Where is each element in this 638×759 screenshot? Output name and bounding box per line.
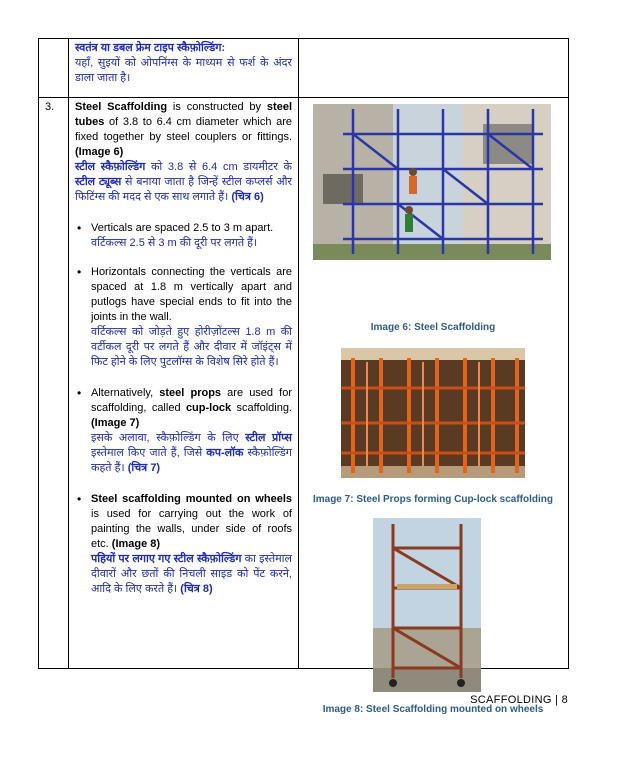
- image-7-cup-lock-scaffolding: [341, 348, 525, 478]
- intro-hindi: [75, 160, 292, 205]
- hindi-title: स्वतंत्र या डबल फ्रेम टाइप स्कैफ़ोल्डिंग:: [75, 42, 226, 54]
- text-span: इसके अलावा, स्कैफ़ोल्डिंग के लिए: [91, 432, 246, 444]
- footer-label: SCAFFOLDING: [470, 694, 552, 706]
- image-ref: (Image 8): [111, 538, 161, 550]
- term-steel-props: steel props: [159, 387, 222, 399]
- bullet-english: • Verticals are spaced 2.5 to 3 m apart.: [91, 222, 274, 234]
- page-number: 8: [561, 694, 568, 706]
- caption-image-6: Image 6: Steel Scaffolding: [370, 322, 496, 333]
- bullet-english: [91, 386, 292, 431]
- text-span: is used for carrying out the work of painting the walls, under side of roofs etc.: [91, 508, 292, 550]
- table-row-previous: [39, 39, 569, 98]
- term-hindi: स्टील स्कैफ़ोल्डिंग: [75, 161, 146, 173]
- text-span: scaffolding.: [231, 402, 292, 414]
- image-6-steel-scaffolding: [313, 104, 551, 260]
- bullet-horizontals: [75, 265, 292, 370]
- intro-english: [75, 100, 292, 160]
- text-span: Alternatively,: [91, 387, 160, 399]
- text-span: इस्तेमाल किए जाते हैं, जिसे: [91, 447, 207, 459]
- hindi-text: यहाँ, सुइयों को ओपनिंग्स के माध्यम से फर्श के अंदर डाला जाता है।: [75, 57, 292, 84]
- image-8-wheeled-scaffolding: [373, 518, 481, 692]
- table-row-3: [39, 98, 569, 669]
- term-cup-lock: cup-lock: [185, 402, 232, 414]
- bullet-english: [91, 492, 292, 552]
- bullet-verticals: [75, 221, 292, 251]
- bullet-hindi: [91, 552, 292, 597]
- term-hindi: कप-लॉक: [206, 447, 244, 459]
- term-hindi: स्टील ट्यूब्स: [75, 176, 122, 188]
- text-span: of 3.8 to 6.4 cm diameter which are fixed together by steel couplers or fittings.: [75, 116, 292, 143]
- image-ref: (चित्र 7): [127, 462, 161, 474]
- image-ref: (चित्र 6): [231, 191, 264, 203]
- text-cell-steel-scaffolding: [69, 98, 299, 669]
- text-span: को 3.8 से 6.4 cm डायमीटर के: [145, 161, 293, 173]
- bullet-hindi: वर्टिकल्स 2.5 से 3 m की दूरी पर लगते हैं।: [91, 237, 258, 249]
- text-span: are used for scaffolding, called: [91, 387, 293, 414]
- term-steel-scaffolding: Steel Scaffolding: [75, 101, 168, 113]
- text-span: स्कैफ़ोल्डिंग कहते हैं।: [91, 447, 292, 474]
- image-ref: (चित्र 8): [180, 583, 213, 595]
- row-number: 3.: [39, 98, 69, 669]
- term-wheels: Steel scaffolding mounted on wheels: [91, 493, 292, 505]
- image-ref: (Image 6): [75, 146, 124, 158]
- caption-image-8: Image 8: Steel Scaffolding mounted on wheels: [322, 704, 544, 715]
- bullet-hindi: वर्टिकल्स को जोड़ते हुए होरीज़ोंटल्स 1.8 m की वर्टीकल दूरी पर लगते हैं और दीवार में जॉइंट्स में फिट होने के लिए पुटलॉग्स के विशेष सिरे होते हैं।: [91, 326, 292, 368]
- term-steel-tubes: steel tubes: [75, 101, 292, 128]
- image-cell: [299, 98, 569, 715]
- text-span: is constructed by: [167, 101, 267, 113]
- bullet-wheels: [75, 492, 292, 597]
- num-cell-empty: [39, 39, 69, 98]
- text-cell-previous: [69, 39, 299, 98]
- caption-image-7: Image 7: Steel Props forming Cup-lock scaffolding: [312, 494, 554, 505]
- bullet-cup-lock: [75, 386, 292, 476]
- term-hindi: स्टील प्रॉप्स: [245, 432, 292, 444]
- footer-separator: |: [555, 694, 559, 706]
- image-cell-empty: [299, 39, 569, 98]
- text-span: से बनाया जाता है जिन्हें स्टील कप्लर्स और फिटिंग्स की मदद से एक साथ लगाते हैं।: [75, 176, 292, 203]
- page-footer: [470, 694, 568, 706]
- image-ref: (Image 7): [91, 417, 140, 429]
- term-hindi: पहियों पर लगाए गए स्टील स्कैफ़ोल्डिंग: [91, 553, 242, 565]
- content-table: [38, 38, 569, 715]
- bullet-hindi: [91, 431, 292, 476]
- bullet-english: • Horizontals connecting the verticals are spaced at 1.8 m vertically apart and putlogs have special ends to fit into the joints in the wall.: [91, 266, 292, 323]
- text-span: का इस्तेमाल दीवारों और छतों की निचली साइड को पेंट करने, आदि के लिए करते हैं।: [91, 553, 292, 595]
